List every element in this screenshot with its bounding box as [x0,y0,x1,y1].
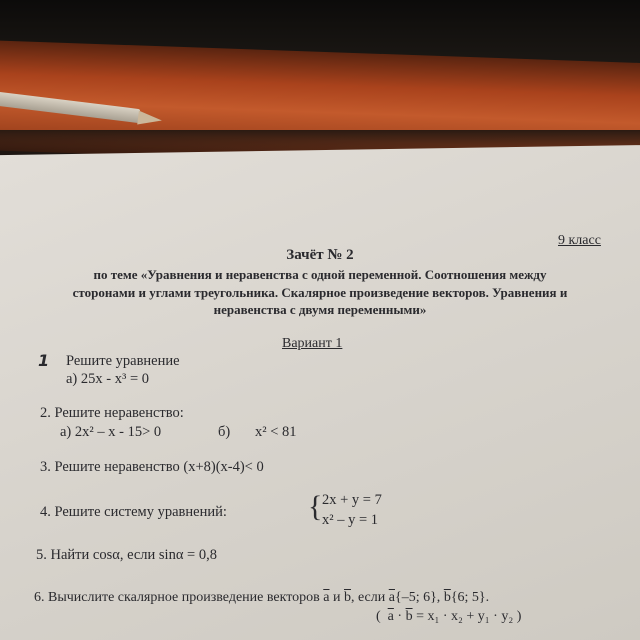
hint-formula: = x₁ · x₂ + y₁ · y₂ ) [416,609,522,624]
task-6-text: 6. Вычислите скалярное произведение векторов [34,590,320,605]
task-6-conjunction: и [332,590,341,605]
task-4-equation-2: x² – y = 1 [322,512,379,528]
system-brace: { [308,490,323,523]
task-4-equation-1: 2x + y = 7 [322,492,382,508]
task-6-line [34,590,489,606]
task-6-hint [376,609,521,625]
vector-a: $\overline{a}$ [323,590,330,605]
vector-b-coords: {6; 5}. [450,590,490,605]
theme-line-3: неравенства с двумя переменными» [213,302,427,317]
vector-a-coords-name: $\overline{a}$ [388,590,395,605]
task-3-text: 3. Решите неравенство (x+8)(x-4)< 0 [40,459,264,475]
task-1-part-a: а) 25x - x³ = 0 [66,371,149,387]
hint-dot: · [397,609,403,624]
hint-vector-a: $\overline{a}$ [387,609,394,624]
task-2-part-b: x² < 81 [255,424,297,440]
task-1-text: Решите уравнение [66,353,180,369]
grade-label: 9 класс [558,233,601,248]
hint-vector-b: $\overline{b}$ [405,609,413,624]
task-4-text: 4. Решите систему уравнений: [40,504,227,520]
task-1-handwritten-number: 1 [38,351,50,370]
theme-line-1: по теме «Уравнения и неравенства с одной переменной. Соотношения между [93,267,547,282]
vector-b-coords-name: $\overline{b}$ [443,590,451,605]
task-2-part-b-label: б) [218,424,231,440]
test-title: Зачёт № 2 [286,247,354,263]
variant-label: Вариант 1 [282,336,343,351]
hint-open-paren: ( [376,609,381,624]
task-6-condition: , если [350,590,386,605]
vector-b: $\overline{b}$ [343,590,351,605]
task-2-text: 2. Решите неравенство: [40,405,184,421]
task-2-part-a: а) 2x² – x - 15> 0 [60,424,162,440]
task-5-text: 5. Найти cosα, если sinα = 0,8 [36,547,217,563]
vector-a-coords: {–5; 6}, [394,590,441,605]
theme-line-2: сторонами и углами треугольника. Скалярное произведение векторов. Уравнения и [72,285,568,300]
